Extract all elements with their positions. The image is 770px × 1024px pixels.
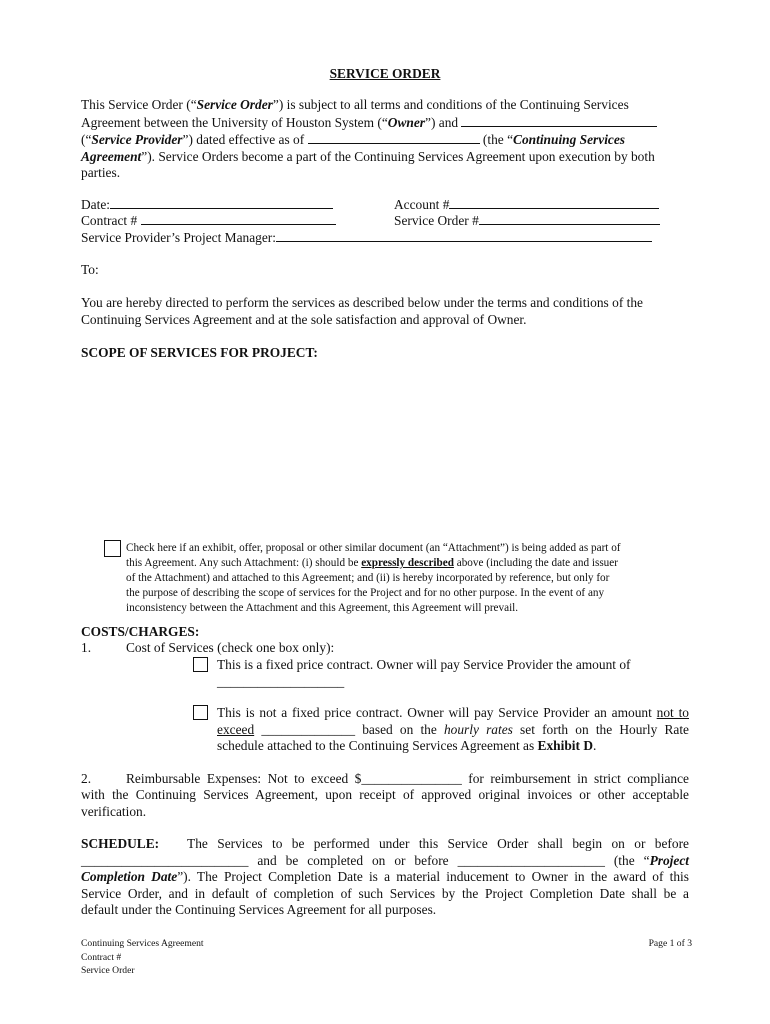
scope-heading: SCOPE OF SERVICES FOR PROJECT: [81, 345, 318, 360]
cost-item-text: Cost of Services (check one box only): [126, 640, 335, 655]
date-field[interactable] [110, 196, 333, 209]
continuing-services-agreement-term: Agreement [81, 148, 142, 164]
account-row [394, 196, 674, 214]
not-fixed-price-checkbox[interactable] [193, 705, 208, 720]
service-order-field[interactable] [479, 212, 660, 225]
reimbursable-continuation: with the Continuing Services Agreement, upon receipt of approved original invoices or other acceptable verification. [81, 787, 689, 819]
fixed-price-amount-field[interactable]: ___________________ [217, 673, 345, 689]
contract-field[interactable] [141, 212, 336, 225]
reimbursable-line-1: Reimbursable Expenses: Not to exceed $_______________ for reimbursement in strict compliance [126, 771, 689, 786]
project-manager-row [81, 229, 681, 247]
expressly-described-term: expressly described [361, 557, 454, 569]
reimbursable-item-number: 2. [81, 771, 92, 786]
exhibit-d-term: Exhibit D [537, 738, 593, 754]
schedule-heading: SCHEDULE: [81, 836, 160, 851]
fixed-price-option: This is a fixed price contract. Owner will pay Service Provider the amount of ___________________ [217, 657, 687, 690]
intro-line-5: parties. [81, 165, 121, 181]
contract-row [81, 212, 381, 230]
account-field[interactable] [449, 196, 659, 209]
service-order-term: Service Order [196, 97, 273, 112]
cost-item-number: 1. [81, 640, 92, 655]
to-label: To: [81, 262, 99, 277]
attachment-notice-body: this Agreement. Any such Attachment: (i) should be expressly described above (including the date and issuer of the Attachment) and attached to this Agreement; and (ii) is hereby incorporated by reference, but only for the purpose of describing the scope of services for the Project and for no other purpose. In the event of any inconsistency between the Attachment and this Agreement, this Agreement will prevail. [126, 557, 618, 614]
page-number: Page 1 of 3 [648, 938, 692, 949]
owner-term: Owner [387, 114, 426, 130]
not-fixed-price-option: This is not a fixed price contract. Owner will pay Service Provider an amount not to exceed ______________ based on the hourly rates set forth on the Hourly Rate schedule attached to the Continuing Services Agreement as Exhibit D. [217, 705, 689, 754]
attachment-checkbox[interactable] [104, 540, 121, 557]
footer-left: Continuing Services Agreement Contract # Service Order [81, 938, 204, 976]
service-provider-name-field[interactable] [461, 114, 657, 127]
date-label: Date: [81, 197, 110, 212]
date-row [81, 196, 381, 214]
directive-paragraph: You are hereby directed to perform the services as described below under the terms and conditions of the Continuing Services Agreement and at the sole satisfaction and approval of Owner. [81, 295, 643, 327]
project-manager-field[interactable] [276, 229, 652, 242]
project-manager-label: Service Provider’s Project Manager: [81, 230, 276, 245]
schedule-paragraph: SCHEDULE: The Services to be performed under this Service Order shall begin on or before _________________________ and be completed on or before ______________________ (the “Project Completion Date”). The Project Completion Date is a material inducement to Owner in the award of this Service Order, and in default of completion of such Services by the Project Completion Date shall be a default under the Continuing Services Agreement for all purposes. [81, 836, 689, 918]
intro-line-1: This Service Order (“Service Order”) is subject to all terms and conditions of the Continuing Services [81, 97, 629, 112]
attachment-notice: Check here if an exhibit, offer, proposal or other similar document (an “Attachment”) is being added as part of [126, 542, 621, 554]
intro-paragraph [81, 97, 689, 182]
service-provider-term: Service Provider [91, 132, 183, 148]
document-title: SERVICE ORDER [329, 66, 441, 81]
account-label: Account # [394, 197, 450, 212]
fixed-price-checkbox[interactable] [193, 657, 208, 672]
service-order-row [394, 212, 674, 230]
service-order-label: Service Order # [394, 213, 479, 228]
intro-line-3: (“Service Provider”) dated effective as of (the “Continuing Services [81, 132, 626, 148]
intro-line-4: Agreement”). Service Orders become a part of the Continuing Services Agreement upon execution by both [81, 148, 655, 164]
project-completion-date-term: Completion Date [81, 869, 178, 885]
completion-date-field[interactable]: ______________________ [457, 852, 605, 868]
effective-date-field[interactable] [308, 131, 480, 144]
not-to-exceed-field[interactable]: ______________ based on the [254, 721, 444, 737]
start-date-field[interactable]: _________________________ [81, 852, 249, 868]
reimbursable-amount-field[interactable]: _______________ [361, 771, 462, 786]
intro-line-2: Agreement between the University of Houston System (“Owner”) and [81, 114, 689, 132]
costs-heading: COSTS/CHARGES: [81, 624, 200, 639]
contract-label: Contract # [81, 213, 138, 228]
